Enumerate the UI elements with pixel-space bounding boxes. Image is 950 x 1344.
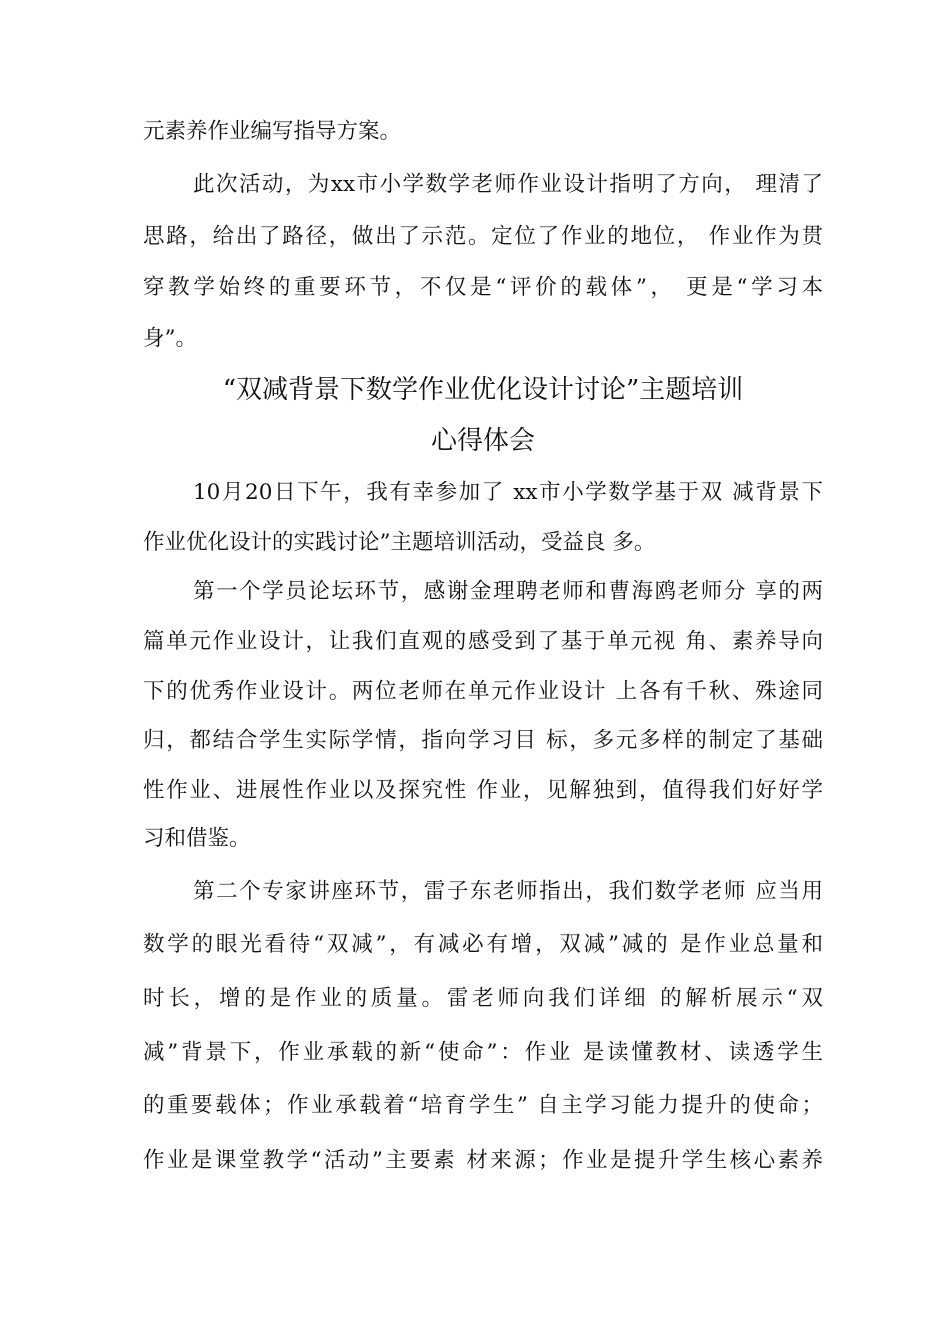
- paragraph2-line-1: 第一个学员论坛环节，感谢金理聘老师和曹海鸥老师分 享的两: [193, 579, 823, 604]
- paragraph3-line-1: 第二个专家讲座环节，雷子东老师指出，我们数学老师 应当用: [193, 879, 823, 904]
- title-line-1: “双减背景下数学作业优化设计讨论”主题培训: [222, 375, 744, 405]
- paragraph2-line-2: 篇单元作业设计，让我们直观的感受到了基于单元视 角、素养导向: [143, 629, 823, 654]
- intro-line-5: 身”。: [143, 326, 197, 351]
- intro-line-2: 此次活动，为xx市小学数学老师作业设计指明了方向， 理清了: [193, 172, 823, 197]
- intro-line-1: 元素养作业编写指导方案。: [143, 119, 402, 144]
- paragraph3-line-6: 作业是课堂教学“活动”主要素 材来源；作业是提升学生核心素养: [143, 1148, 823, 1173]
- paragraph3-line-4: 减”背景下，作业承载的新“使命”：作业 是读懂教材、读透学生: [143, 1040, 823, 1065]
- paragraph2-line-5: 性作业、进展性作业以及探究性 作业，见解独到，值得我们好好学: [143, 778, 823, 803]
- paragraph2-line-3: 下的优秀作业设计。两位老师在单元作业设计 上各有千秋、殊途同: [143, 679, 823, 704]
- title-line-2: 心得体会: [430, 426, 535, 456]
- intro-line-4: 穿教学始终的重要环节，不仅是“评价的载体”， 更是“学习本: [143, 275, 823, 300]
- paragraph1-line-2: 作业优化设计的实践讨论”主题培训活动，受益良 多。: [143, 530, 656, 555]
- paragraph2-line-6: 习和借鉴。: [143, 826, 251, 851]
- paragraph3-line-3: 时长，增的是作业的质量。雷老师向我们详细 的解析展示“双: [143, 986, 823, 1011]
- paragraph2-line-4: 归，都结合学生实际学情，指向学习目 标，多元多样的制定了基础: [143, 728, 823, 753]
- intro-line-3: 思路，给出了路径，做出了示范。定位了作业的地位， 作业作为贯: [143, 224, 823, 249]
- paragraph1-line-1: 10月20日下午，我有幸参加了 xx市小学数学基于双 减背景下: [193, 480, 823, 505]
- paragraph3-line-5: 的重要载体；作业承载着“培育学生” 自主学习能力提升的使命；: [143, 1093, 823, 1118]
- paragraph3-line-2: 数学的眼光看待“双减”，有减必有增，双减”减的 是作业总量和: [143, 932, 823, 957]
